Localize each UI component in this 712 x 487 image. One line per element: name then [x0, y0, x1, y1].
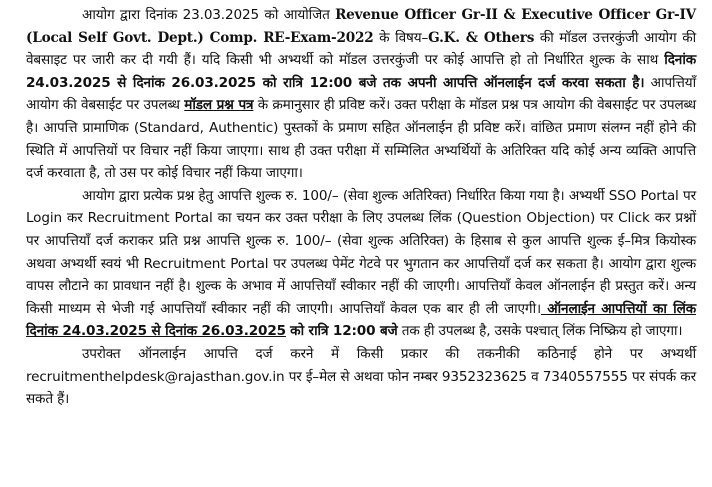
- p3-text-2: पर ई–मेल से अथवा फोन नम्बर: [284, 368, 442, 385]
- notice-paragraph-1: [26, 4, 696, 185]
- phone-number-2: 7340557555: [542, 368, 628, 385]
- p1-text-5: के क्रमानुसार ही प्रविष्ट करें। उक्त परीक्षा के मॉडल प्रश्न पत्र आयोग की वेबसाईट पर उपलब्ध है। आपत्ति प्रामाणिक (Standard, Authentic) पुस्तकों के प्रमाण सहित ऑनलाईन ही प्रविष्ट करें। वांछित प्रमाण संलग्न नहीं होने की स्थिति में आपत्तियों पर विचार नहीं किया जाएगा। साथ ही उक्त परीक्षा में सम्मिलित अभ्यर्थियों के अतिरिक्त यदि कोई अन्य व्यक्ति आपत्ति दर्ज करवाता है, तो उस पर कोई विचार नहीं किया जाएगा।: [26, 97, 696, 182]
- p1-text-2: के विषय–: [373, 29, 429, 46]
- objection-deadline: दिनांक 24.03.2025 से दिनांक 26.03.2025 को रात्रि 12:00 बजे तक अपनी आपत्ति ऑनलाईन दर्ज करवा सकता है।: [26, 52, 696, 91]
- online-link-dates: ऑनलाईन आपत्तियों का लिंक दिनांक 24.03.2025 से दिनांक 26.03.2025: [26, 300, 696, 340]
- notice-paragraph-2: [26, 185, 696, 343]
- p1-text-3: की मॉडल उत्तरकुंजी आयोग की वेबसाइट पर जारी कर दी गयी हैं। यदि किसी भी अभ्यर्थी को मॉडल उत्तरकुंजी पर कोई आपत्ति हो तो निर्धारित शुल्क के साथ: [26, 29, 697, 69]
- helpdesk-email-link[interactable]: recruitmenthelpdesk@rajasthan.gov.in: [26, 368, 285, 385]
- p3-text-1: उपरोक्त ऑनलाईन आपत्ति दर्ज करने में किसी प्रकार की तकनीकी कठिनाई होने पर अभ्यर्थी: [82, 345, 696, 362]
- exam-name: Revenue Officer Gr-II & Executive Officer Gr-IV (Local Self Govt. Dept.) Comp. RE-Exam-2022: [26, 7, 696, 46]
- p2-text-1: आयोग द्वारा प्रत्येक प्रश्न हेतु आपत्ति शुल्क रु. 100/– (सेवा शुल्क अतिरिक्त) निर्धारित किया गया है। अभ्यर्थी SSO Portal पर Login कर Recruitment Portal का चयन कर उक्त परीक्षा के लिए उपलब्ध लिंक (Question Objection) पर Click कर प्रश्नों पर आपत्तियाँ दर्ज कराकर प्रति प्रश्न आपत्ति शुल्क रु. 100/– (सेवा शुल्क अतिरिक्त) के हिसाब से कुल आपत्ति शुल्क ई–मित्र कियोस्क अथवा अभ्यर्थी स्वयं भी Recruitment Portal पर उपलब्ध पेमेंट गेटवे पर भुगतान कर आपत्तियाँ दर्ज कर सकता है। आयोग द्वारा शुल्क वापस लौटाने का प्रावधान नहीं है। शुल्क के अभाव में आपत्तियाँ स्वीकार नहीं की जाएगी। आपत्तियाँ केवल ऑनलाईन ही प्रस्तुत करें। अन्य किसी माध्यम से भेजी गई आपत्तियाँ स्वीकार नहीं की जाएगी। आपत्तियाँ केवल एक बार ही ली जाएगी।: [26, 187, 696, 317]
- notice-paragraph-3: [26, 343, 696, 411]
- p1-text-4: आपत्तियाँ आयोग की वेबसाईट पर उपलब्ध: [26, 74, 696, 114]
- phone-number-1: 9352323625: [441, 368, 527, 385]
- p1-text-1: आयोग द्वारा दिनांक 23.03.2025 को आयोजित: [82, 7, 336, 23]
- p2-text-2: तक ही उपलब्ध है, उसके पश्चात् लिंक निष्क्रिय हो जाएगा।: [397, 323, 683, 340]
- p3-text-4: पर संपर्क कर सकते हैं।: [26, 368, 696, 408]
- link-closing-time: को रात्रि 12:00 बजे: [290, 323, 398, 340]
- p3-text-3: व: [526, 368, 543, 385]
- notice-document: [26, 4, 696, 411]
- model-question-paper-reference: मॉडल प्रश्न पत्र: [184, 97, 254, 114]
- exam-subject: G.K. & Others: [428, 29, 535, 46]
